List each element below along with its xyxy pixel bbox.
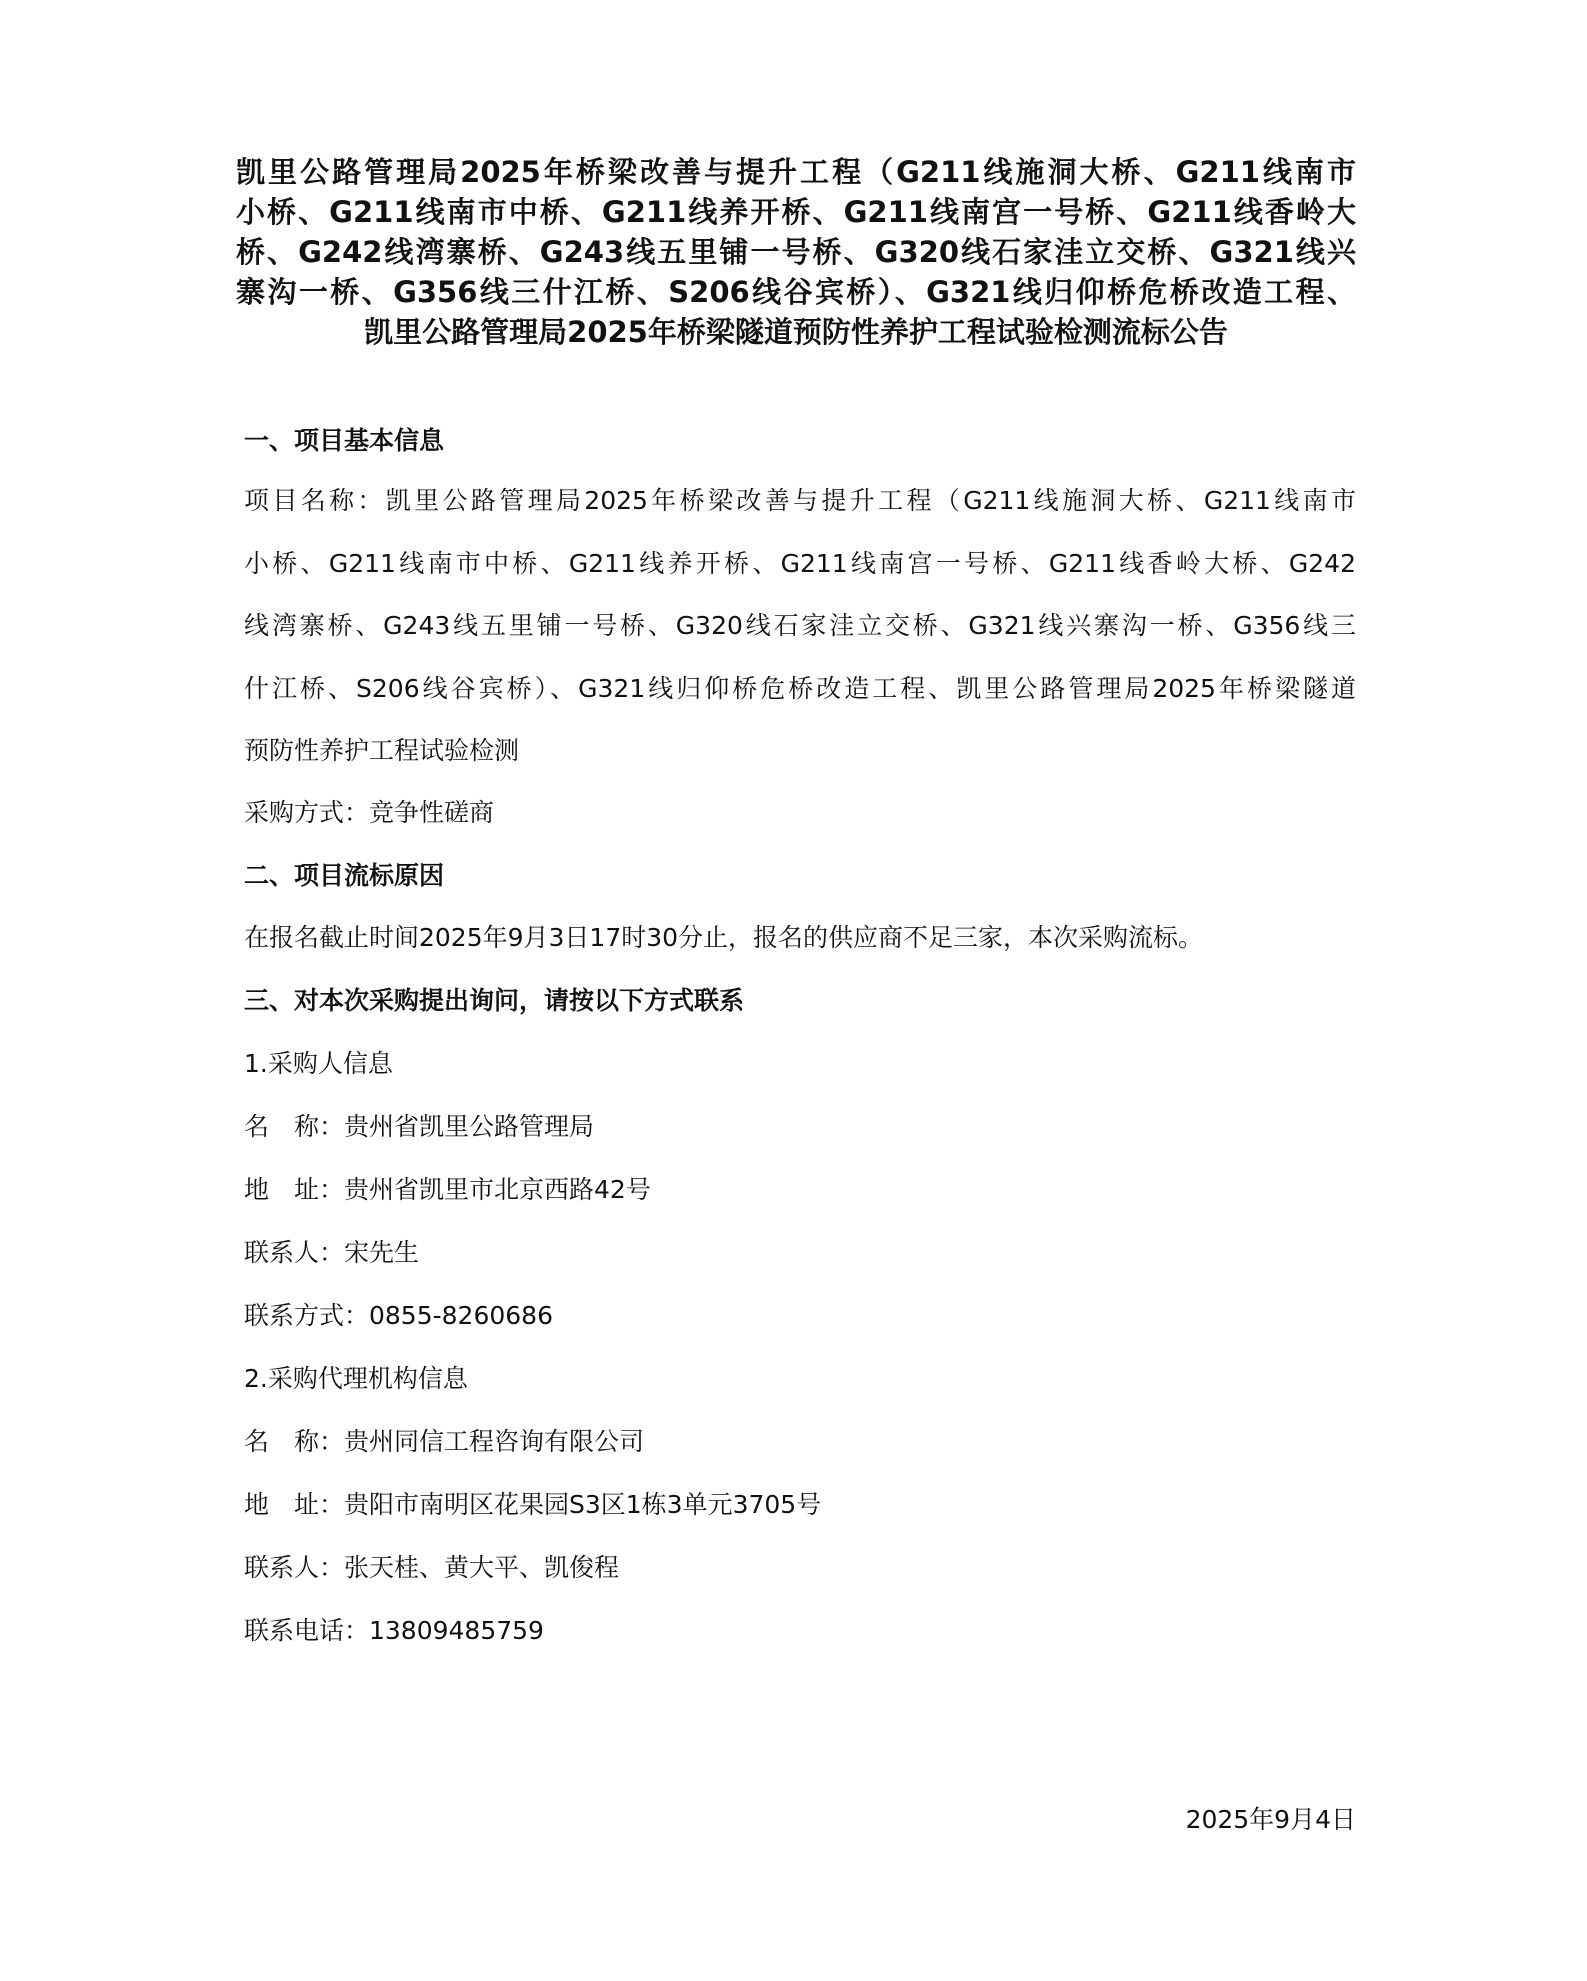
failure-reason: 在报名截止时间2025年9月3日17时30分止，报名的供应商不足三家，本次采购流标。: [244, 923, 1204, 952]
project-name-line: 项目名称：凯里公路管理局2025年桥梁改善与提升工程（G211线施洞大桥、G211线南市: [244, 486, 1356, 515]
title-line: 寨沟一桥、G356线三什江桥、S206线谷宾桥）、G321线归仰桥危桥改造工程、: [236, 275, 1356, 309]
agency-contact: 联系人：张天桂、黄大平、凯俊程: [244, 1553, 620, 1582]
buyer-address: 地 址：贵州省凯里市北京西路42号: [244, 1175, 651, 1204]
buyer-contact: 联系人：宋先生: [244, 1238, 420, 1267]
procurement-method: 采购方式：竞争性磋商: [244, 798, 495, 827]
project-name-line: 预防性养护工程试验检测: [244, 736, 520, 765]
section-heading-contact: 三、对本次采购提出询问，请按以下方式联系: [244, 986, 745, 1015]
project-name-line: 小桥、G211线南市中桥、G211线养开桥、G211线南宫一号桥、G211线香岭大桥、G242: [244, 548, 1356, 578]
announcement-date: 2025年9月4日: [1185, 1805, 1356, 1834]
project-name-line: 什江桥、S206线谷宾桥）、G321线归仰桥危桥改造工程、凯里公路管理局2025年桥梁隧道: [244, 673, 1356, 703]
agency-phone: 联系电话：13809485759: [244, 1616, 544, 1645]
title-line: 凯里公路管理局2025年桥梁隧道预防性养护工程试验检测流标公告: [364, 315, 1228, 349]
agency-heading: 2.采购代理机构信息: [244, 1364, 468, 1393]
section-heading-basic-info: 一、项目基本信息: [244, 426, 445, 455]
buyer-phone: 联系方式：0855-8260686: [244, 1301, 553, 1330]
title-line: 桥、G242线湾寨桥、G243线五里铺一号桥、G320线石家洼立交桥、G321线兴: [236, 235, 1356, 269]
agency-address: 地 址：贵阳市南明区花果园S3区1栋3单元3705号: [244, 1490, 822, 1519]
announcement-title: [236, 152, 1356, 352]
buyer-heading: 1.采购人信息: [244, 1049, 393, 1078]
project-name-paragraph: [244, 470, 1356, 783]
title-line: 凯里公路管理局2025年桥梁改善与提升工程（G211线施洞大桥、G211线南市: [236, 155, 1356, 189]
section-heading-failure-reason: 二、项目流标原因: [244, 861, 445, 890]
project-name-line: 线湾寨桥、G243线五里铺一号桥、G320线石家洼立交桥、G321线兴寨沟一桥、G356线三: [244, 611, 1356, 640]
buyer-name: 名 称：贵州省凯里公路管理局: [244, 1112, 595, 1141]
title-line: 小桥、G211线南市中桥、G211线养开桥、G211线南宫一号桥、G211线香岭大: [236, 195, 1356, 229]
agency-name: 名 称：贵州同信工程咨询有限公司: [244, 1427, 645, 1456]
